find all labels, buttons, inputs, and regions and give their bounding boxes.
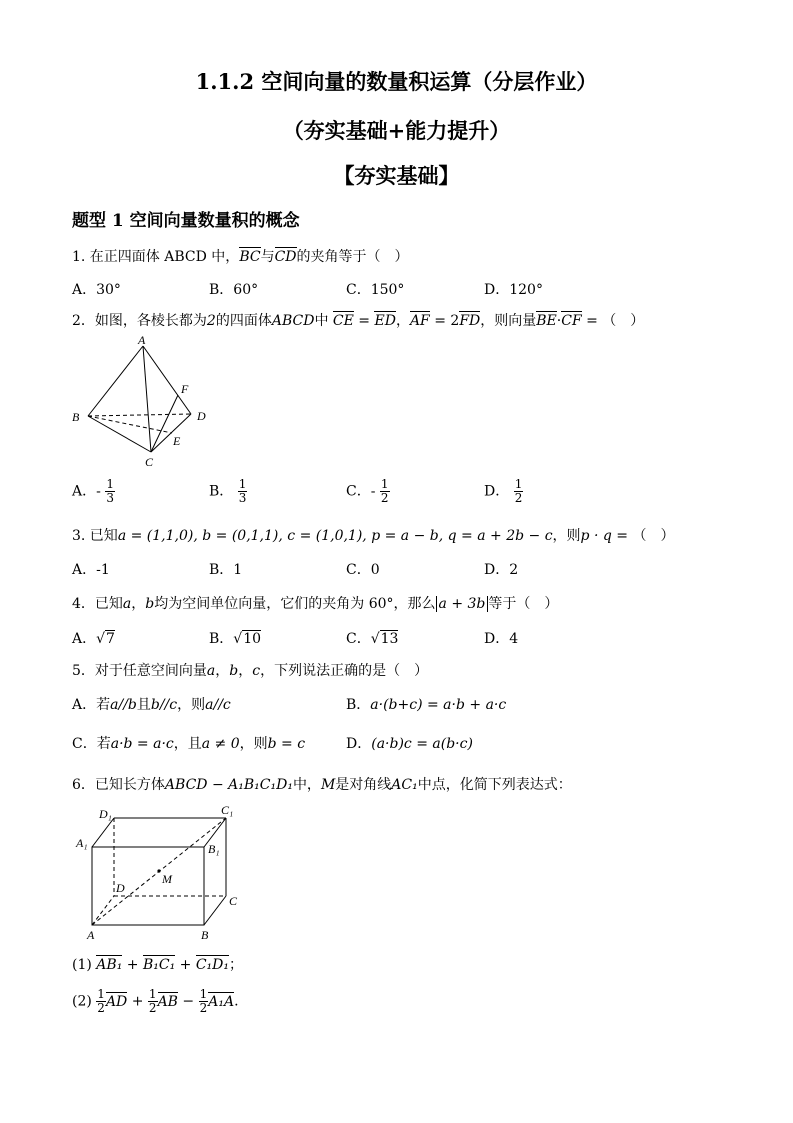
q5-option-a [72,694,231,714]
q2-opt-label-c: C． [346,483,371,500]
q2-opt-sign-c: - [370,483,376,500]
q4-opt-label-a: A． [72,631,97,647]
q4-option-a: A．√7 [72,631,115,647]
q6-stem-b: 中， [292,777,321,793]
q2-opt-fraction-b [238,478,248,505]
doc-title: 1.1.2 空间向量的数量积运算（分层作业） [195,69,598,94]
q6-part2-frac2 [148,988,158,1015]
q2-opt-den-a: 3 [106,491,114,505]
cuboid-label-d1: D₁ [99,807,112,821]
cuboid-label-a1: A₁ [76,836,88,850]
q6-part2-num1: 1 [97,987,105,1001]
cuboid-label-a: A [87,928,95,942]
q4-vector-a: a [122,596,132,612]
q5-opt-a-expr3: a//c [205,697,231,713]
q4-opt-value-d: 4 [509,631,519,647]
q1-option-d: D．120° [484,282,543,298]
q6-part2-op1: + [127,993,148,1010]
q5-opt-b-expr: a·(b+c) = a·b + a·c [370,697,507,713]
q4-opt-label-b: B． [209,631,234,647]
q2-vector-be: BE [536,313,557,329]
q6-stem-a: 6．已知长方体 [72,777,165,793]
q5-sep2: ， [238,663,253,679]
q2-option-d [484,478,523,505]
q3-option-d: D．2 [484,562,519,578]
q6-part2-frac1 [96,988,106,1015]
q5-opt-c-text1: C．若 [72,736,111,752]
q1-mid: 与 [260,249,275,265]
q2-opt-fraction-a [105,478,115,505]
question-2 [72,310,644,330]
q2-opt-label-b: B． [209,483,234,500]
q4-opt-label-d: D． [484,631,510,647]
q4-opt-root-c: 13 [380,631,399,647]
q2-opt-label-a: A． [72,483,97,500]
q6-part2-vector3: A₁A [208,993,235,1010]
q2-option-b [209,478,247,505]
question-4 [72,593,558,613]
q2-solid: ABCD [271,313,315,329]
q3-option-b: B．1 [209,562,243,578]
q5-opt-a-text1: A．若 [72,697,111,713]
q5-vector-c: c [252,663,261,679]
doc-subtitle: （夯实基础+能力提升） [282,118,511,143]
q6-part2-den1: 2 [97,1001,105,1015]
cuboid-label-c1: C₁ [221,803,234,817]
q2-stem-e: = （ ） [581,313,645,329]
q6-part1-op2: + [175,957,196,973]
q4-opt-label-c: C． [346,631,371,647]
question-6 [72,774,572,794]
q4-stem-a: 4．已知 [72,596,123,612]
q2-sep: ， [395,313,410,329]
q2-vector-cf: CF [561,313,582,329]
q2-opt-label-d: D． [484,483,510,500]
q6-stem-c: 是对角线 [335,777,392,793]
cuboid-figure [70,802,250,942]
q6-part2-label: (2) [72,993,92,1010]
q5-opt-c-expr3: b = c [267,736,306,752]
q6-part2-end: . [234,993,239,1010]
q6-part1-vector2: B₁C₁ [142,957,176,973]
q2-stem-c: 中 [314,313,329,329]
cuboid-label-b1: B₁ [208,842,220,856]
tetra-label-f: F [181,382,189,396]
q2-opt-num-c: 1 [380,477,389,491]
q3-stem: 3. 已知 [72,528,118,544]
question-3 [72,525,674,545]
question-5 [72,660,428,680]
q4-option-c: C．√13 [346,631,399,647]
q2-vector-ce: CE [332,313,354,329]
q5-opt-a-text3: ，则 [177,697,206,713]
q5-option-b [346,694,506,714]
q6-part2-vector1: AD [105,993,128,1010]
q4-vector-b: b [145,596,155,612]
q2-stem-d: ，则向量 [480,313,537,329]
q5-option-d [346,733,473,753]
q3-expression: a = (1,1,0), b = (0,1,1), c = (1,0,1), p = a − b, q = a + 2b − c [117,528,553,544]
q6-part1-vector3: C₁D₁ [195,957,229,973]
q5-opt-b-label: B． [346,697,371,713]
q2-vector-af: AF [409,313,430,329]
q4-norm-expression: a + 3b [436,596,489,612]
q5-opt-d-label: D． [346,736,372,752]
q6-part2-den2: 2 [148,1001,157,1015]
q2-opt-fraction-c [380,478,390,505]
q5-opt-a-expr2: b//c [150,697,178,713]
q4-sep: ， [131,596,146,612]
q6-part1-op1: + [122,957,143,973]
q2-opt-den-b: 3 [238,491,247,505]
q6-solid: ABCD − A₁B₁C₁D₁ [164,777,293,793]
section-heading: 【夯实基础】 [333,163,460,188]
q6-diagonal: AC₁ [391,777,418,793]
q1-vector-bc: BC [239,249,261,265]
q4-option-b: B．√10 [209,631,262,647]
q4-option-d [484,628,518,648]
tetra-label-a: A [138,336,146,347]
q2-opt-den-c: 2 [380,491,389,505]
q5-sep1: ， [215,663,230,679]
q1-option-a: A．30° [72,282,121,298]
q2-stem-a: 2．如图，各棱长都为 [72,313,207,329]
tetra-label-e: E [173,434,181,448]
q2-opt-den-d: 2 [514,491,523,505]
q2-opt-num-a: 1 [106,477,114,491]
q6-part2-frac3 [199,988,209,1015]
q2-eq1: = [353,313,375,329]
q4-stem-b: 均为空间单位向量，它们的夹角为 60°，那么 [154,596,436,612]
q6-part2-vector2: AB [157,993,178,1010]
q2-opt-num-d: 1 [514,477,523,491]
q5-opt-d-expr: (a·b)c = a(b·c) [371,736,473,752]
q2-opt-sign-a: - [96,483,101,500]
q3-stem-c: = （ ） [611,528,675,544]
tetra-label-b: B [72,410,80,424]
q1-option-c: C．150° [346,282,405,298]
q5-opt-c-text2: ，且 [173,736,202,752]
q3-option-a: A．-1 [72,562,110,578]
q6-part2-den3: 2 [199,1001,208,1015]
q5-stem-b: ，下列说法正确的是（ ） [260,663,429,679]
q2-eq2: = 2 [429,313,460,329]
q5-opt-a-expr1: a//b [110,697,137,713]
q4-opt-root-a: 7 [106,631,115,647]
q6-part1-label: (1) [72,957,92,973]
tetra-label-c: C [145,455,154,469]
q6-part2-op2: − [177,993,199,1010]
q1-stem-b: 的夹角等于（ ） [296,249,409,265]
q6-part1-vector1: AB₁ [96,957,123,973]
q4-opt-root-b: 10 [243,631,262,647]
q1-stem-a: 1. 在正四面体 ABCD 中， [72,249,240,265]
cuboid-label-b: B [201,928,209,942]
q2-n: 2 [206,313,216,329]
cuboid-label-m: M [162,872,172,886]
tetrahedron-figure [66,336,216,472]
topic-heading: 题型 1 空间向量数量积的概念 [72,211,300,231]
cuboid-label-d: D [116,881,125,895]
cuboid-label-c: C [229,894,238,908]
question-1 [72,246,409,266]
q6-m: M [320,777,336,793]
q6-part2-num2: 1 [148,987,157,1001]
q2-dot: · [556,313,562,329]
q3-ask: p · q [580,528,612,544]
q2-vector-fd: FD [459,313,481,329]
q2-vector-ed: ED [374,313,396,329]
q5-opt-c-text3: ，则 [239,736,268,752]
q5-opt-c-expr2: a ≠ 0 [201,736,240,752]
q2-option-a [72,478,115,505]
q6-part-2 [72,988,239,1015]
q5-opt-c-expr1: a·b = a·c [110,736,174,752]
q4-stem-c: 等于（ ） [488,596,559,612]
q5-vector-b: b [229,663,239,679]
q2-option-c [346,478,390,505]
q6-stem-d: 中点，化简下列表达式： [417,777,572,793]
q6-part1-end: ； [229,957,243,973]
q2-opt-num-b: 1 [238,477,247,491]
q1-vector-cd: CD [274,249,297,265]
q5-vector-a: a [206,663,216,679]
q2-opt-fraction-d [514,478,524,505]
q6-part2-num3: 1 [199,987,208,1001]
q1-option-b: B．60° [209,282,259,298]
q6-part-1 [72,954,243,974]
q3-stem-b: ，则 [552,528,581,544]
q5-opt-a-text2: 且 [136,697,151,713]
q5-option-c [72,733,305,753]
q3-option-c: C．0 [346,562,380,578]
q2-stem-b: 的四面体 [215,313,272,329]
q5-stem-a: 5．对于任意空间向量 [72,663,207,679]
tetra-label-d: D [197,409,206,423]
